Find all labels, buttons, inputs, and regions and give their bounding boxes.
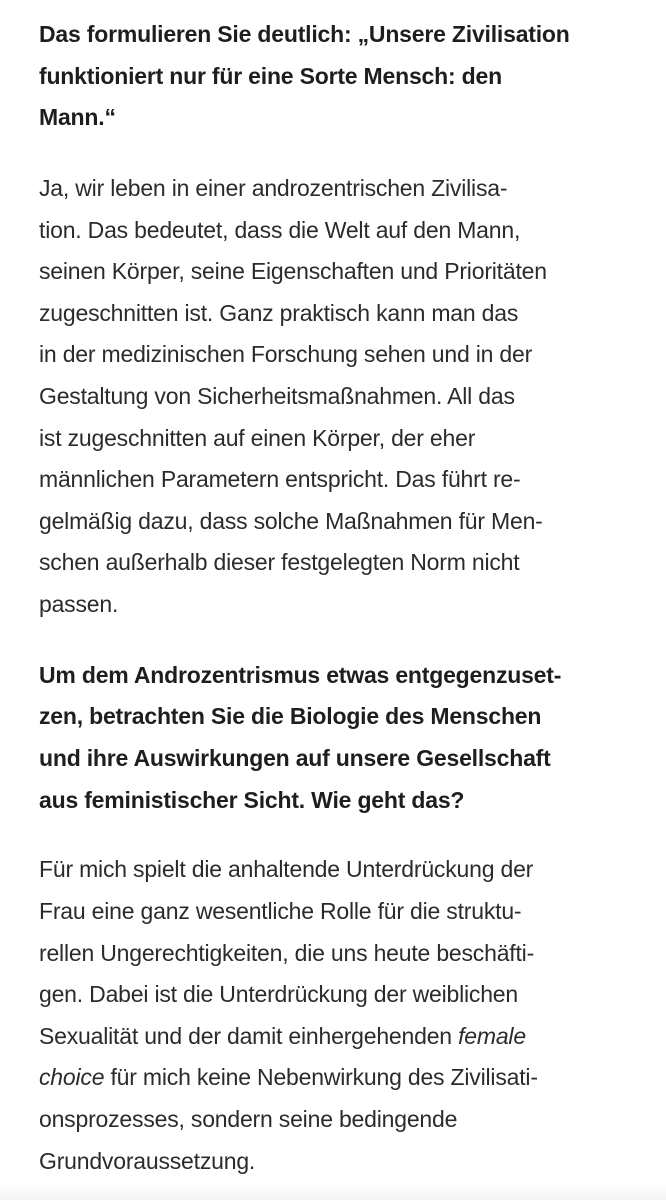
answer-line: Grundvoraussetzung. — [39, 1147, 256, 1174]
interview-answer-2 — [39, 849, 639, 1182]
answer-line: onsprozesses, sondern seine bedingende — [39, 1106, 458, 1133]
bottom-edge-shadow — [0, 1184, 666, 1200]
paragraph-spacer — [39, 139, 639, 168]
question-line: Das formulieren Sie deutlich: „Unsere Zivilisation — [39, 21, 570, 47]
question-line: Mann.“ — [39, 104, 116, 131]
answer-line: rellen Ungerechtigkeiten, die uns heute beschäfti- — [39, 939, 535, 966]
answer-text: Sexualität und der damit einhergehenden — [39, 1022, 459, 1049]
question-line: Um dem Androzentrismus etwas entgegenzuset- — [39, 661, 562, 688]
emphasis-text: female — [458, 1022, 526, 1049]
answer-line — [39, 1057, 639, 1099]
answer-line: gelmäßig dazu, dass solche Maßnahmen für Men- — [39, 507, 543, 534]
answer-line: tion. Das bedeutet, dass die Welt auf den Mann, — [39, 216, 521, 243]
answer-line: passen. — [39, 591, 119, 618]
question-line: funktioniert nur für eine Sorte Mensch: den — [39, 62, 502, 89]
answer-line: in der medizinischen Forschung sehen und in der — [39, 341, 533, 368]
question-line: und ihre Auswirkungen auf unsere Gesellschaft — [39, 745, 551, 772]
article-body — [39, 14, 639, 1182]
question-line: zen, betrachten Sie die Biologie des Menschen — [39, 703, 542, 730]
interview-question-2 — [39, 655, 639, 822]
answer-line: zugeschnitten ist. Ganz praktisch kann man das — [39, 299, 519, 326]
answer-line: seinen Körper, seine Eigenschaften und Prioritäten — [39, 258, 547, 285]
answer-line: Ja, wir leben in einer androzentrischen Zivilisa- — [39, 175, 508, 202]
answer-line: Für mich spielt die anhaltende Unterdrückung der — [39, 856, 534, 883]
answer-line — [39, 1016, 639, 1058]
paragraph-spacer — [39, 821, 639, 849]
paragraph-spacer — [39, 626, 639, 655]
emphasis-text: choice — [39, 1064, 105, 1091]
answer-line: Frau eine ganz wesentliche Rolle für die struktu- — [39, 898, 522, 925]
answer-line: gen. Dabei ist die Unterdrückung der weiblichen — [39, 981, 518, 1008]
answer-text: für mich keine Nebenwirkung des Zivilisati- — [104, 1064, 538, 1091]
answer-line: schen außerhalb dieser festgelegten Norm nicht — [39, 549, 520, 576]
interview-answer-1 — [39, 168, 639, 626]
answer-line: ist zugeschnitten auf einen Körper, der eher — [39, 424, 476, 451]
question-line: aus feministischer Sicht. Wie geht das? — [39, 786, 465, 813]
answer-line: Gestaltung von Sicherheitsmaßnahmen. All das — [39, 383, 515, 410]
answer-line: männlichen Parametern entspricht. Das führt re- — [39, 466, 521, 493]
interview-question-1 — [39, 14, 639, 139]
